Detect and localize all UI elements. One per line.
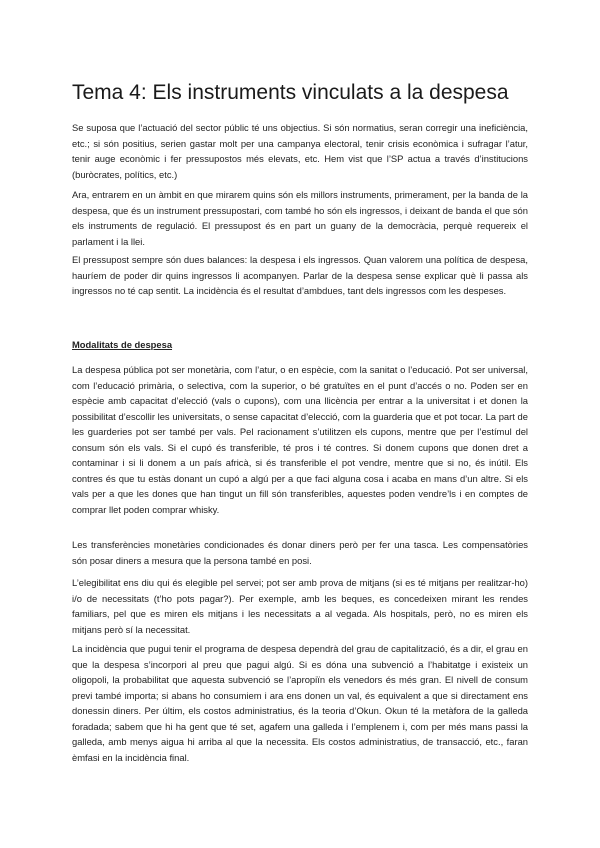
section-paragraph: Les transferències monetàries condicionades és donar diners però per fer una tasca. Les compensatòries són posar diners a mesura que la persona també en posi. <box>72 539 528 566</box>
section-heading: Modalitats de despesa <box>72 339 173 350</box>
document-title: Tema 4: Els instruments vinculats a la despesa <box>72 81 509 104</box>
intro-paragraph: Se suposa que l’actuació del sector públic té uns objectius. Si són normatius, seran corregir una ineficiència, etc.; si són positius, serien gastar molt per una campanya electoral, tenir crisis econòmica i sufragar l’atur, tenir auge econòmic i fer pressupostos més elevats, etc. Hem vist que l’SP actua a través d’institucions (buròcrates, polítics, etc.) <box>72 122 528 180</box>
intro-paragraph: Ara, entrarem en un àmbit en que mirarem quins són els millors instruments, primerament, per la banda de la despesa, que és un instrument pressupostari, com també ho són els ingressos, i deixant de banda el que són els instruments de regulació. El pressupost és en part un guany de la democràcia, perquè requereix el parlament i la llei. <box>72 189 528 247</box>
intro-paragraph: El pressupost sempre són dues balances: la despesa i els ingressos. Quan valorem una política de despesa, hauríem de poder dir quins ingressos li acompanyen. Parlar de la despesa sense explicar què li passa als ingressos no té cap sentit. La incidència és el resultat d’ambdues, tant dels ingressos com les despeses. <box>72 254 528 296</box>
section-paragraph: La incidència que pugui tenir el programa de despesa dependrà del grau de capitalització, és a dir, el grau en que la despesa s’incorpori al preu que pagui algú. Si es dóna una subvenció a l’habitatge i existeix un oligopoli, la probabilitat que aquesta subvenció se l’apropiïn els venedors és més gran. El nivell de consum previ també importa; si abans ho consumiem i ara ens donen un val, és equivalent a que si directament ens donessin diners. Per últim, els costos administratius, és la teoria d’Okun. Okun té la metàfora de la galleda foradada; sabem que hi ha gent que té set, agafem una galleda i l’emplenem i, com per més mans passi la galleda, amb menys aigua hi arriba al que la necessita. Els costos administratius, de transacció, etc., faran èmfasi en la incidència final. <box>72 643 528 763</box>
section-paragraph: La despesa pública pot ser monetària, com l’atur, o en espècie, com la sanitat o l’educació. Pot ser universal, com l’educació primària, o selectiva, com la superior, o bé gratuïtes en el punt d’accés o no. Poden ser en espècie amb capacitat d’elecció (vals o cupons), com una llicència per entrar a la universitat i et donen la possibilitat d’escollir les universitats, o sense capacitat d’elecció, com la guarderia que et pot tocar. La part de les guarderies pot ser també per vals. Pel racionament s’utilitzen els cupons, mentre que per l’estímul del consum són els vals. Si el cupó és transferible, té pros i té contres. Si donem cupons que donen dret a contaminar i si li donem a un país africà, si és transferible el pot vendre, mentre que si no, és inútil. Els contres és que tu estàs donant un cupó a algú per a que faci alguna cosa i acaba en mans d’un altre. Si els vals per a que les dones que han tingut un fill són transferibles, aquestes poden vendre’ls i en comptes de comprar llet poden comprar whisky. <box>72 364 528 515</box>
section-paragraph: L’elegibilitat ens diu qui és elegible pel servei; pot ser amb prova de mitjans (si es té mitjans per realitzar-ho) i/o de necessitats (t’ho pots pagar?). Per exemple, amb les beques, es concedeixen mirant les rendes familiars, pel que es miren els mitjans i les necessitats a al vegada. Als hospitals, però, no es miren els mitjans però sí la necessitat. <box>72 577 528 635</box>
